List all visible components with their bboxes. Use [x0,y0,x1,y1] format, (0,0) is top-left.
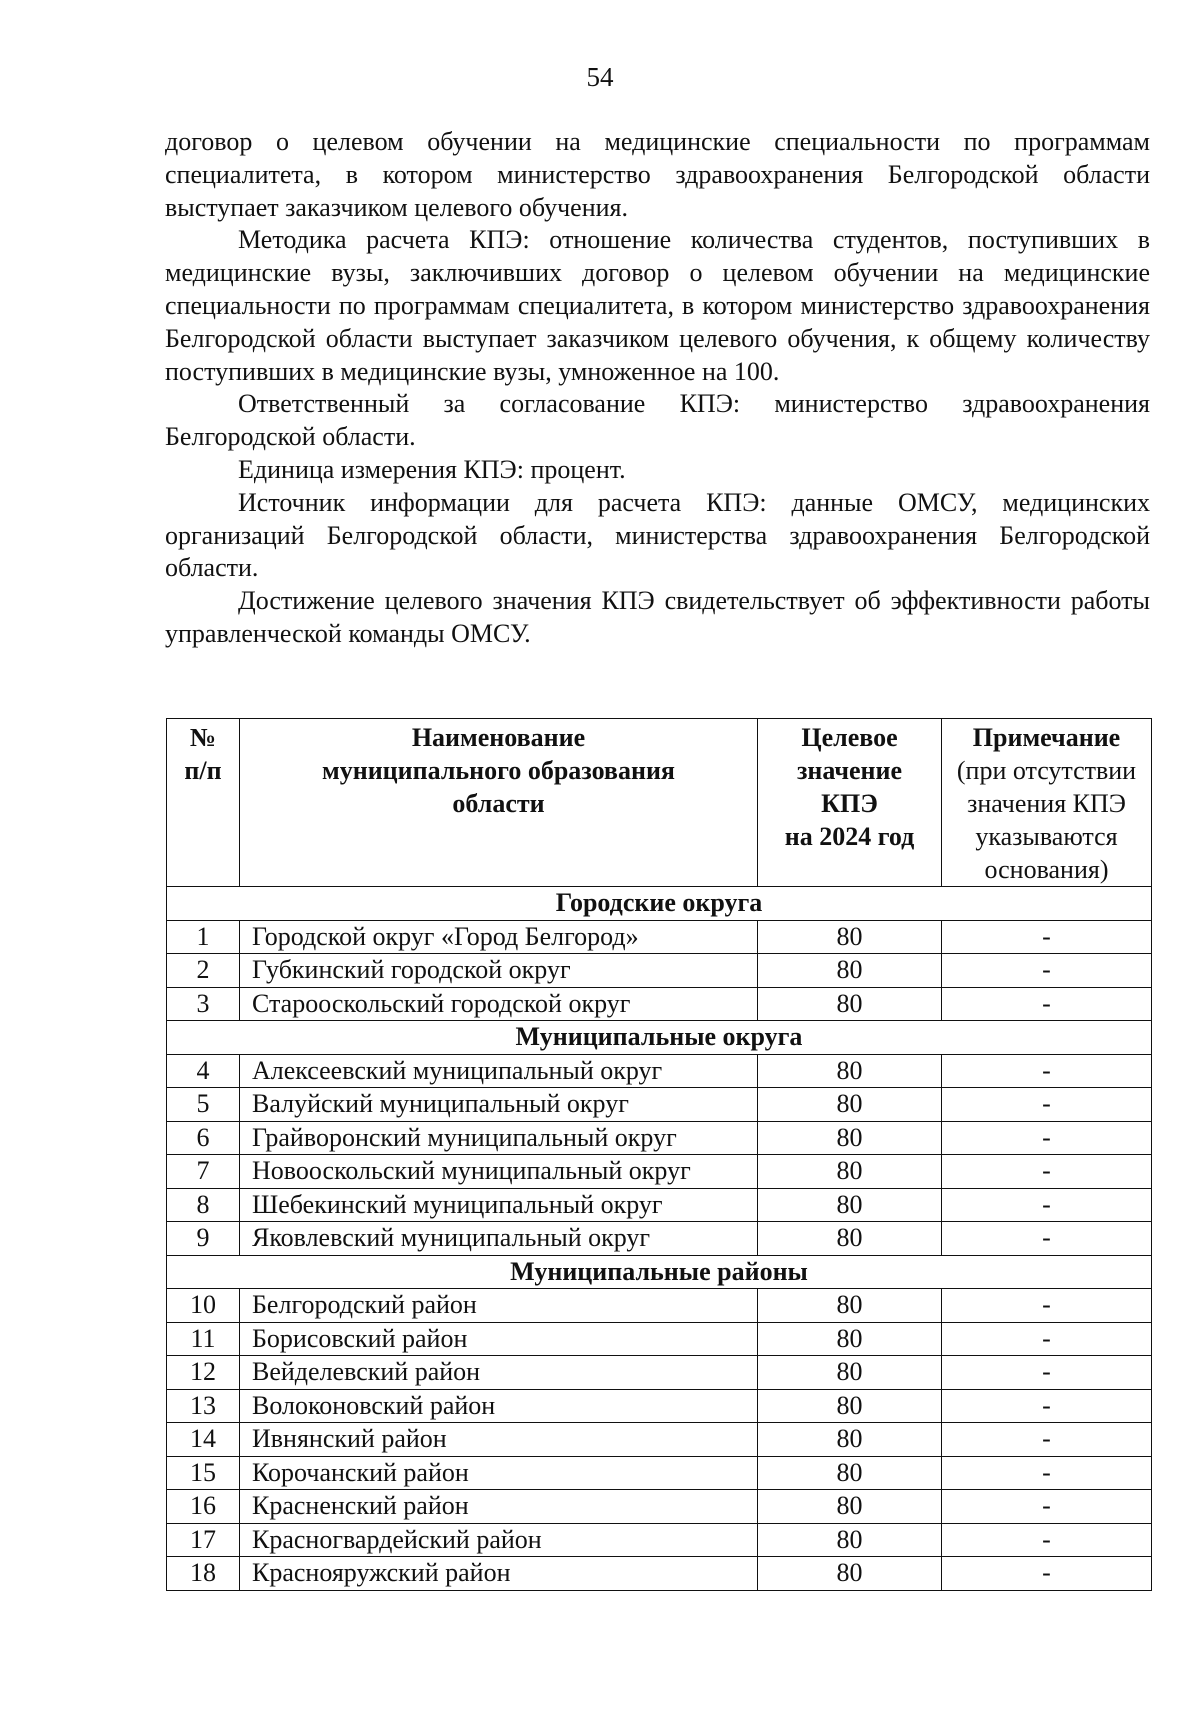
row-target-value: 80 [758,1389,942,1423]
row-number: 10 [167,1289,240,1323]
row-number: 11 [167,1322,240,1356]
row-target-value: 80 [758,1356,942,1390]
paragraph-achievement: Достижение целевого значения КПЭ свидетельствует об эффективности работы управленческой команды ОМСУ. [165,586,1150,648]
row-note: - [942,987,1152,1021]
table-row [167,1523,1152,1557]
row-municipality-name: Краснояружский район [240,1557,758,1591]
table-row [167,1121,1152,1155]
row-target-value: 80 [758,987,942,1021]
row-note: - [942,1389,1152,1423]
paragraph-responsible: Ответственный за согласование КПЭ: министерство здравоохранения Белгородской области. [165,389,1150,452]
row-number: 2 [167,954,240,988]
row-target-value: 80 [758,1088,942,1122]
table-row [167,1322,1152,1356]
row-note: - [942,1188,1152,1222]
header-note [942,719,1152,887]
section-row [167,1021,1152,1055]
header-value-line: КПЭ [821,789,878,818]
table-row [167,1088,1152,1122]
kpi-table-container [166,718,1151,1591]
table-row [167,1054,1152,1088]
section-row [167,887,1152,921]
row-target-value: 80 [758,1423,942,1457]
row-number: 4 [167,1054,240,1088]
header-value-line: Целевое [801,723,898,752]
row-municipality-name: Красненский район [240,1490,758,1524]
table-row [167,1356,1152,1390]
row-number: 17 [167,1523,240,1557]
row-note: - [942,1423,1152,1457]
row-number: 15 [167,1456,240,1490]
row-municipality-name: Белгородский район [240,1289,758,1323]
paragraph-unit: Единица измерения КПЭ: процент. [238,454,626,484]
table-row [167,1456,1152,1490]
row-municipality-name: Старооскольский городской округ [240,987,758,1021]
row-target-value: 80 [758,1456,942,1490]
header-value-line: на 2024 год [784,822,915,851]
header-number [167,719,240,887]
row-note: - [942,1523,1152,1557]
row-municipality-name: Яковлевский муниципальный округ [240,1222,758,1256]
row-municipality-name: Алексеевский муниципальный округ [240,1054,758,1088]
row-municipality-name: Шебекинский муниципальный округ [240,1188,758,1222]
row-municipality-name: Волоконовский район [240,1389,758,1423]
row-target-value: 80 [758,1188,942,1222]
header-name-line: области [452,789,545,818]
row-target-value: 80 [758,1155,942,1189]
row-target-value: 80 [758,1222,942,1256]
row-number: 16 [167,1490,240,1524]
row-number: 12 [167,1356,240,1390]
row-target-value: 80 [758,954,942,988]
row-note: - [942,1456,1152,1490]
table-row [167,1222,1152,1256]
table-row [167,1289,1152,1323]
row-target-value: 80 [758,920,942,954]
row-municipality-name: Борисовский район [240,1322,758,1356]
row-note: - [942,1155,1152,1189]
row-note: - [942,1557,1152,1591]
section-title: Муниципальные округа [167,1021,1152,1055]
row-municipality-name: Новооскольский муниципальный округ [240,1155,758,1189]
paragraph-methodology: Методика расчета КПЭ: отношение количества студентов, поступивших в медицинские вузы, заключивших договор о целевом обучении на медицинские специальности по программам специалитета, в котором министерство здравоохранения Белгородской области выступает заказчиком целевого обучения, к общему количеству поступивших в медицинские вузы, умноженное на 100. [165,225,1150,386]
row-number: 3 [167,987,240,1021]
table-row [167,1155,1152,1189]
row-note: - [942,920,1152,954]
row-target-value: 80 [758,1322,942,1356]
page-number: 54 [586,62,614,92]
header-value-line: значение [796,756,903,785]
row-municipality-name: Красногвардейский район [240,1523,758,1557]
row-municipality-name: Ивнянский район [240,1423,758,1457]
row-target-value: 80 [758,1054,942,1088]
row-municipality-name: Губкинский городской округ [240,954,758,988]
row-municipality-name: Городской округ «Город Белгород» [240,920,758,954]
row-note: - [942,1490,1152,1524]
row-note: - [942,1222,1152,1256]
row-note: - [942,954,1152,988]
header-number-line: п/п [184,756,222,785]
row-municipality-name: Вейделевский район [240,1356,758,1390]
row-number: 14 [167,1423,240,1457]
table-row [167,920,1152,954]
section-title: Муниципальные районы [167,1255,1152,1289]
kpi-table [166,718,1152,1591]
row-number: 7 [167,1155,240,1189]
header-note-line: основания) [984,855,1109,884]
header-note-line: указываются [975,822,1118,851]
table-row [167,1389,1152,1423]
row-number: 1 [167,920,240,954]
header-name-line: муниципального образования [322,756,675,785]
body-text [165,126,1150,651]
row-note: - [942,1356,1152,1390]
row-note: - [942,1088,1152,1122]
table-row [167,1557,1152,1591]
header-name-line: Наименование [411,723,586,752]
header-note-line: Примечание [972,723,1121,752]
row-number: 6 [167,1121,240,1155]
table-row [167,1423,1152,1457]
section-title: Городские округа [167,887,1152,921]
row-municipality-name: Грайворонский муниципальный округ [240,1121,758,1155]
row-note: - [942,1054,1152,1088]
row-number: 13 [167,1389,240,1423]
row-number: 18 [167,1557,240,1591]
row-number: 8 [167,1188,240,1222]
header-municipality-name [240,719,758,887]
row-target-value: 80 [758,1121,942,1155]
row-target-value: 80 [758,1490,942,1524]
table-body [167,887,1152,1591]
table-row [167,987,1152,1021]
row-target-value: 80 [758,1523,942,1557]
row-target-value: 80 [758,1557,942,1591]
table-header-row [167,719,1152,887]
row-municipality-name: Валуйский муниципальный округ [240,1088,758,1122]
table-row [167,954,1152,988]
header-number-line: № [189,723,217,752]
row-target-value: 80 [758,1289,942,1323]
row-note: - [942,1121,1152,1155]
section-row [167,1255,1152,1289]
paragraph-continuation: договор о целевом обучении на медицинские специальности по программам специалитета, в котором министерство здравоохранения Белгородской области выступает заказчиком целевого обучения. [165,127,1150,222]
table-row [167,1490,1152,1524]
row-note: - [942,1322,1152,1356]
row-municipality-name: Корочанский район [240,1456,758,1490]
row-number: 9 [167,1222,240,1256]
row-number: 5 [167,1088,240,1122]
table-row [167,1188,1152,1222]
row-note: - [942,1289,1152,1323]
header-target-value [758,719,942,887]
header-note-line: (при отсутствии [956,756,1137,785]
header-note-line: значения КПЭ [967,789,1126,818]
paragraph-source: Источник информации для расчета КПЭ: данные ОМСУ, медицинских организаций Белгородской области, министерства здравоохранения Белгородской области. [165,487,1150,583]
